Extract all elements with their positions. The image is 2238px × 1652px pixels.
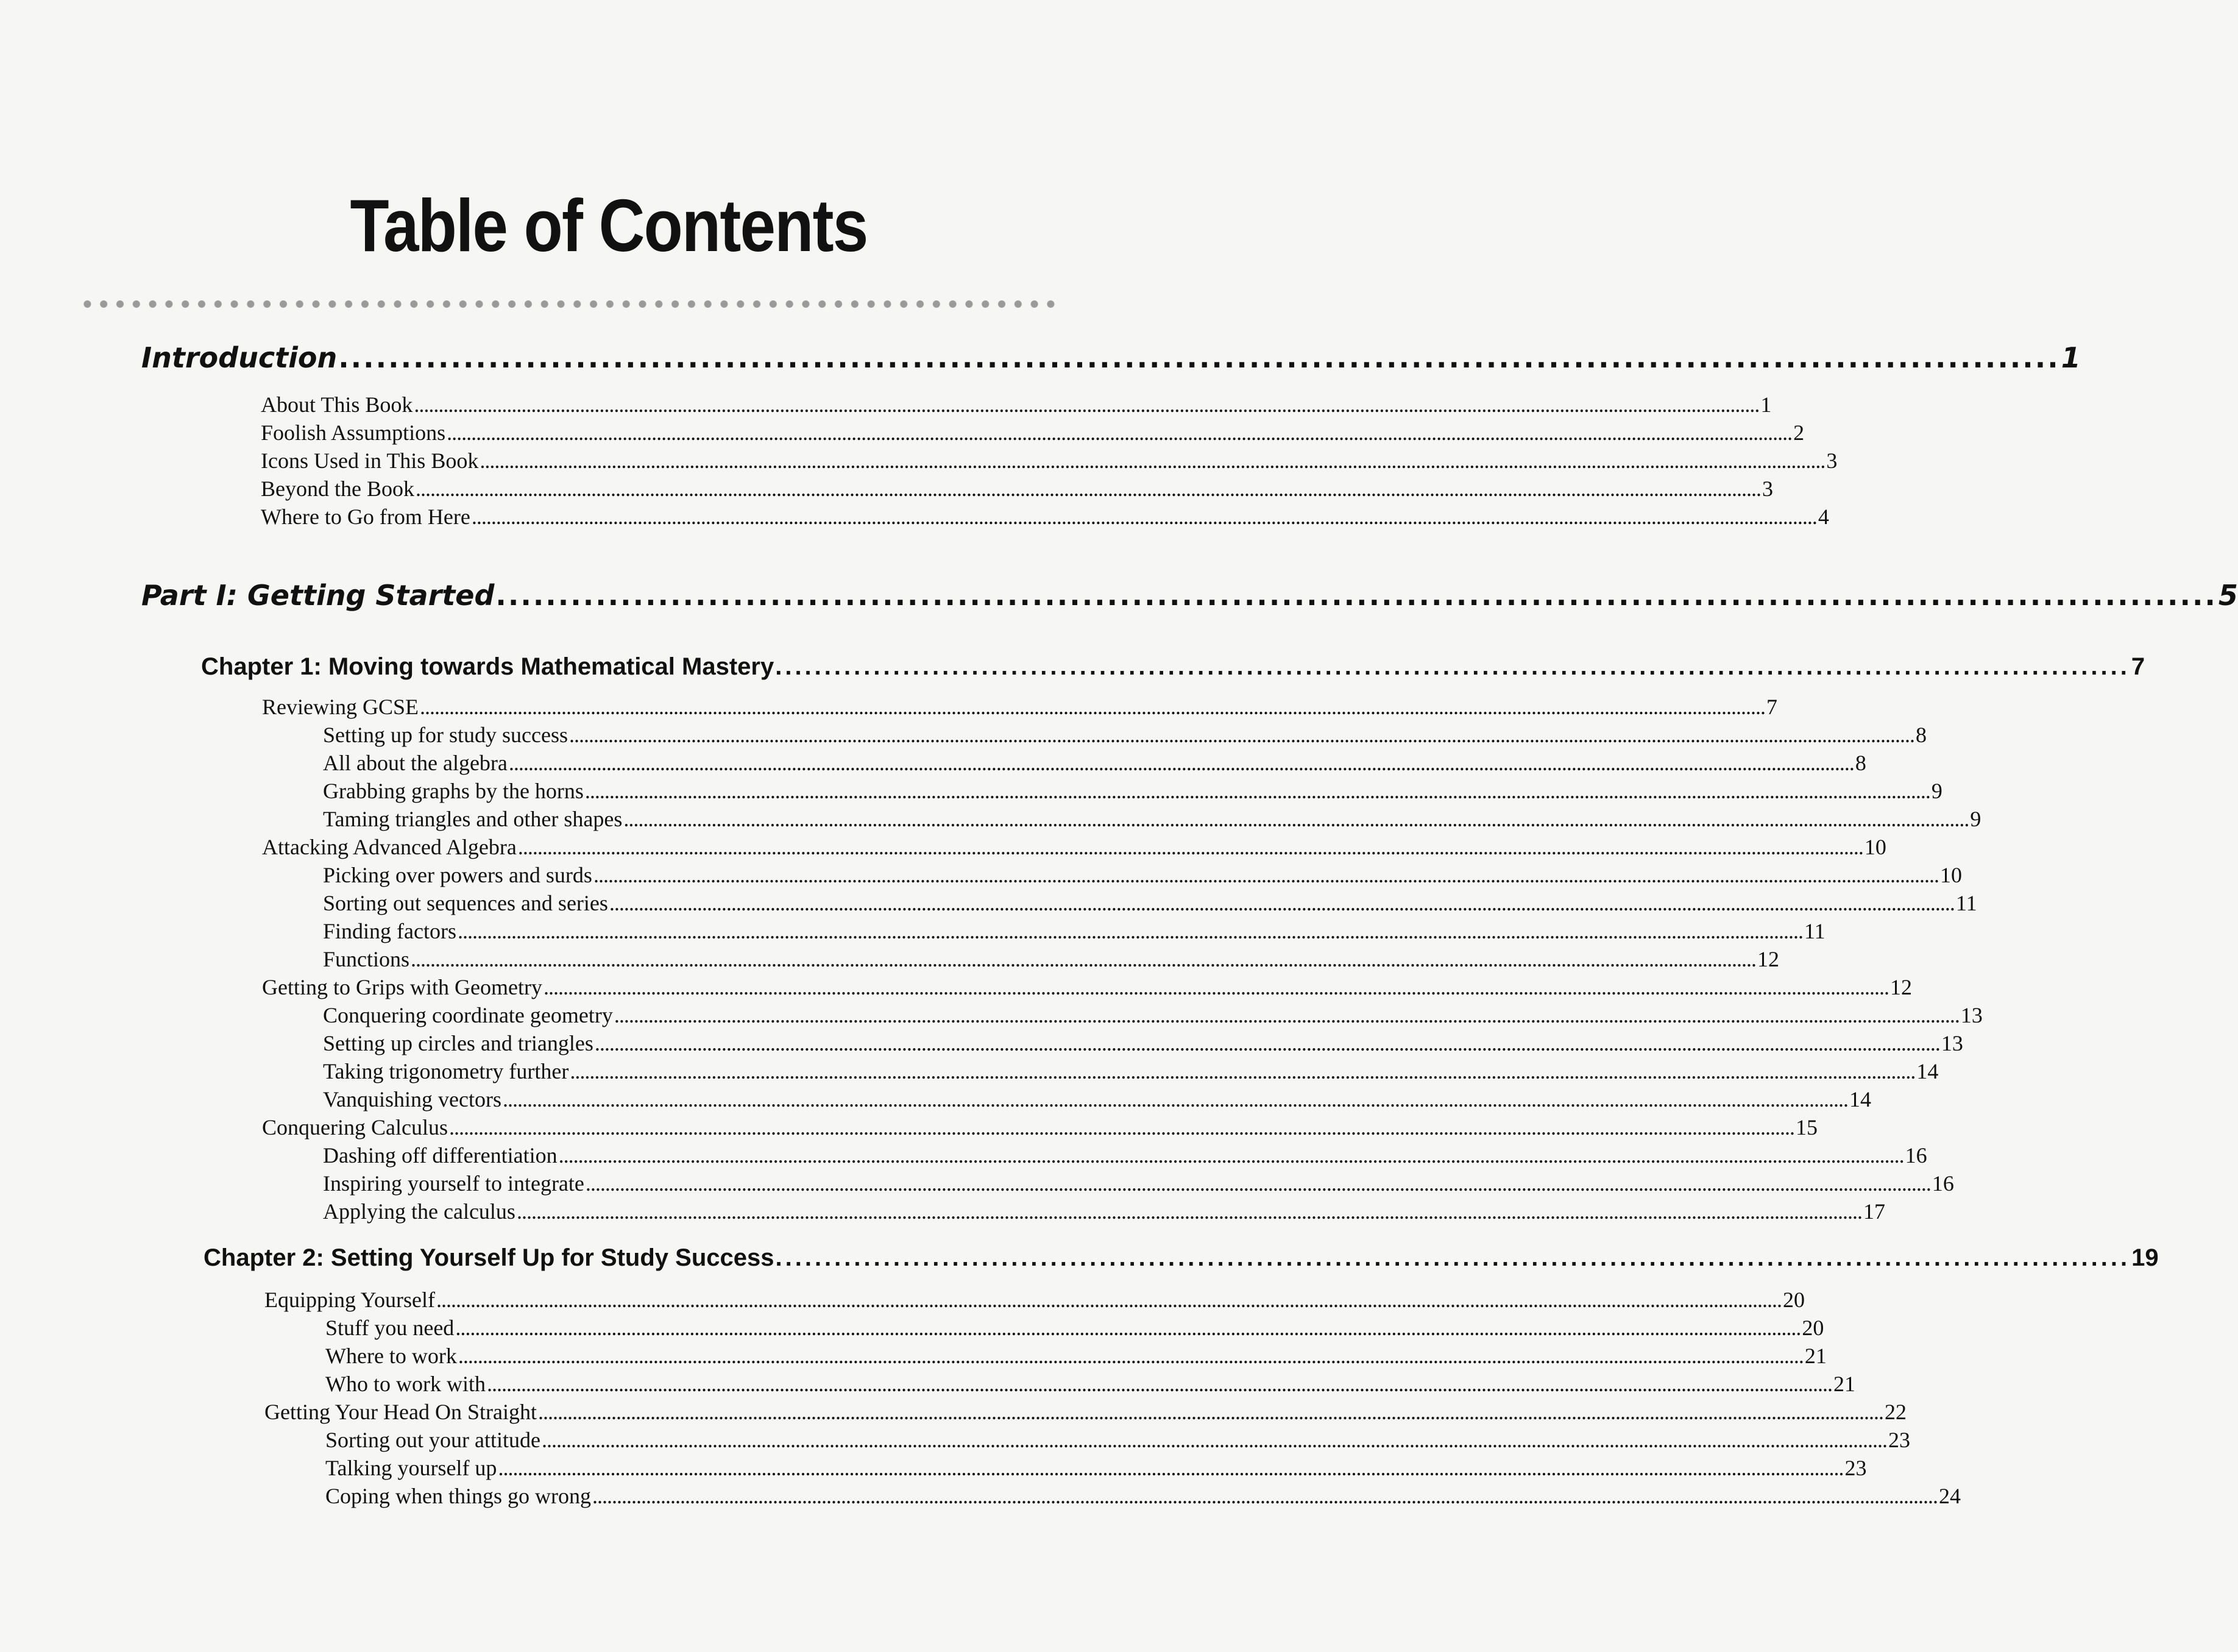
dot-leader: .................................................................................................................................................................................................................................................................................... — [558, 1143, 1904, 1168]
entry-label: About This Book — [261, 392, 413, 417]
toc-section-equipping[interactable] — [264, 1287, 1805, 1313]
entry-label: Where to work — [325, 1344, 457, 1368]
entry-label: Applying the calculus — [323, 1199, 515, 1224]
page-number: 23 — [1888, 1428, 1910, 1452]
page-number: 22 — [1884, 1400, 1907, 1424]
toc-subsection-factors[interactable] — [323, 918, 1825, 944]
toc-section-foolish[interactable] — [261, 420, 1805, 445]
page-number: 9 — [1970, 807, 1981, 831]
page-number: 11 — [1804, 919, 1825, 943]
entry-label: Coping when things go wrong — [325, 1484, 591, 1508]
toc-subsection-triangles[interactable] — [323, 806, 1981, 832]
dot-leader: .................................................................................................................................................................................................................................................................................... — [543, 975, 1889, 999]
entry-label: Inspiring yourself to integrate — [323, 1171, 584, 1196]
toc-subsection-powers[interactable] — [323, 862, 1962, 888]
entry-label: Equipping Yourself — [264, 1288, 436, 1312]
dot-leader: .................................................................................................................................................................................................................................................................................... — [414, 392, 1760, 417]
toc-subsection-where-work[interactable] — [325, 1343, 1827, 1369]
toc-section-reviewing-gcse[interactable] — [262, 694, 1777, 720]
page-number: 21 — [1804, 1344, 1827, 1368]
dot-leader: .................................................................................................................................................................................................................................................................................... — [471, 505, 1817, 529]
entry-label: Stuff you need — [325, 1316, 455, 1340]
dot-leader: .......................................................................................................................................... — [775, 1244, 2131, 1271]
entry-label: Taking trigonometry further — [323, 1059, 569, 1083]
entry-label: Grabbing graphs by the horns — [323, 779, 584, 803]
entry-label: Taming triangles and other shapes — [323, 807, 623, 831]
page-number: 17 — [1863, 1199, 1885, 1224]
toc-subsection-integrate[interactable] — [323, 1171, 1954, 1196]
page-number: 20 — [1783, 1288, 1805, 1312]
toc-subsection-circles[interactable] — [323, 1030, 1963, 1056]
toc-section-advanced-algebra[interactable] — [262, 834, 1886, 860]
dot-leader: .................................................................................................................................................................................................................................................................................... — [570, 1059, 1916, 1083]
entry-label: Sorting out your attitude — [325, 1428, 540, 1452]
dotted-divider — [79, 297, 1057, 311]
entry-label: Where to Go from Here — [261, 505, 470, 529]
page-number: 9 — [1931, 779, 1942, 803]
page-number: 19 — [2131, 1244, 2159, 1271]
page-number: 14 — [1916, 1059, 1939, 1083]
page-number: 11 — [1955, 891, 1977, 915]
entry-label: Setting up circles and triangles — [323, 1031, 593, 1055]
dot-leader: .................................................................................................................................................................................................................................................................................... — [584, 779, 1930, 803]
entry-label: Functions — [323, 947, 410, 971]
dot-leader: .................................................................................................................................................................................................................................................................................... — [486, 1372, 1832, 1396]
entry-label: Part I: Getting Started — [141, 579, 495, 612]
entry-label: Conquering coordinate geometry — [323, 1003, 613, 1027]
dot-leader: .................................................................................................................................................................................................................................................................................... — [592, 1484, 1938, 1508]
toc-subsection-stuff[interactable] — [325, 1315, 1824, 1341]
entry-label: Getting to Grips with Geometry — [262, 975, 542, 999]
page-number: 5 — [2218, 579, 2238, 612]
toc-subsection-coping[interactable] — [325, 1483, 1961, 1509]
dot-leader: .................................................................................................................................................................................................................................................................................... — [411, 947, 1757, 971]
page-number: 21 — [1833, 1372, 1855, 1396]
page-number: 10 — [1939, 863, 1962, 887]
page-number: 3 — [1826, 448, 1838, 473]
page-number: 24 — [1939, 1484, 1961, 1508]
entry-label: Vanquishing vectors — [323, 1087, 501, 1111]
page-number: 10 — [1864, 835, 1886, 859]
page-number: 1 — [1760, 392, 1772, 417]
dot-leader: .................................................................................................................................................................................................................................................................................... — [455, 1316, 1801, 1340]
page-number: 12 — [1757, 947, 1780, 971]
page-number: 7 — [2131, 653, 2145, 680]
dot-leader: .................................................................................................................................................................................................................................................................................... — [593, 863, 1939, 887]
page-number: 13 — [1960, 1003, 1983, 1027]
toc-chapter-2[interactable] — [204, 1244, 2159, 1272]
toc-subsection-graphs[interactable] — [323, 778, 1942, 804]
entry-label: Chapter 2: Setting Yourself Up for Study Success — [204, 1244, 774, 1271]
dot-leader: .................................................................................................................................................................................................................................................................................... — [458, 1344, 1804, 1368]
toc-subsection-functions[interactable] — [323, 946, 1780, 972]
dot-leader: .................................................................................................................................................................................................................................................................................... — [420, 695, 1765, 719]
dot-leader: .................................................................................................................................................................................................................................................................................... — [609, 891, 1955, 915]
dot-leader: .................................................................................................................................................................................................................................................................................... — [480, 448, 1825, 473]
page-number: 20 — [1802, 1316, 1824, 1340]
dot-leader: .................................................................................................................................................................................................................................................................................... — [614, 1003, 1960, 1027]
entry-label: Who to work with — [325, 1372, 486, 1396]
page-number: 16 — [1932, 1171, 1954, 1196]
toc-subsection-algebra[interactable] — [323, 750, 1866, 776]
entry-label: Attacking Advanced Algebra — [262, 835, 517, 859]
toc-chapter-1[interactable] — [201, 653, 2145, 681]
dot-leader: .................................................................................................................................................................................................................................................................................... — [585, 1171, 1931, 1196]
toc-section-calculus[interactable] — [262, 1115, 1818, 1140]
page-number: 12 — [1889, 975, 1912, 999]
entry-label: Picking over powers and surds — [323, 863, 592, 887]
toc-subsection-study[interactable] — [323, 722, 1927, 748]
page-number: 1 — [2061, 341, 2081, 374]
page-number: 13 — [1941, 1031, 1963, 1055]
dot-leader: .................................................................................................................................................................................................................................................................................... — [568, 723, 1914, 747]
dot-leader: .................................................................................................................................................................................................................................................................................... — [537, 1400, 1883, 1424]
entry-label: Chapter 1: Moving towards Mathematical Mastery — [201, 653, 774, 680]
page-number: 15 — [1795, 1115, 1818, 1140]
page-number: 3 — [1762, 477, 1773, 501]
entry-label: Reviewing GCSE — [262, 695, 419, 719]
toc-part-introduction[interactable] — [141, 341, 2081, 374]
toc-section-about[interactable] — [261, 392, 1772, 417]
entry-label: All about the algebra — [323, 751, 508, 775]
page-number: 2 — [1793, 420, 1805, 445]
entry-label: Introduction — [141, 341, 338, 374]
dot-leader: .................................................................................................................................................................................................................................................................................... — [415, 477, 1761, 501]
entry-label: Foolish Assumptions — [261, 420, 446, 445]
toc-subsection-coordinate[interactable] — [323, 1002, 1983, 1028]
toc-part-1[interactable] — [141, 579, 2238, 612]
dot-leader: .......................................................................................................................................... — [338, 341, 2060, 374]
dot-leader: .................................................................................................................................................................................................................................................................................... — [457, 919, 1803, 943]
toc-section-icons[interactable] — [261, 448, 1838, 473]
toc-section-where[interactable] — [261, 504, 1829, 530]
dot-leader: .................................................................................................................................................................................................................................................................................... — [508, 751, 1854, 775]
dot-leader: .................................................................................................................................................................................................................................................................................... — [541, 1428, 1887, 1452]
page-number: 8 — [1855, 751, 1866, 775]
entry-label: Icons Used in This Book — [261, 448, 479, 473]
entry-label: Dashing off differentiation — [323, 1143, 558, 1168]
page-number: 23 — [1844, 1456, 1867, 1480]
entry-label: Getting Your Head On Straight — [264, 1400, 537, 1424]
dot-leader: .................................................................................................................................................................................................................................................................................... — [502, 1087, 1848, 1111]
page-title: Table of Contents — [350, 184, 868, 267]
toc-subsection-vectors[interactable] — [323, 1087, 1871, 1112]
toc-subsection-who-work[interactable] — [325, 1371, 1855, 1397]
page-number: 7 — [1766, 695, 1777, 719]
dot-leader: .................................................................................................................................................................................................................................................................................... — [517, 835, 1863, 859]
toc-section-beyond[interactable] — [261, 476, 1773, 502]
dot-leader: .................................................................................................................................................................................................................................................................................... — [594, 1031, 1940, 1055]
dot-leader: .................................................................................................................................................................................................................................................................................... — [436, 1288, 1782, 1312]
entry-label: Talking yourself up — [325, 1456, 497, 1480]
toc-subsection-trig[interactable] — [323, 1058, 1939, 1084]
dot-leader: .......................................................................................................................................... — [775, 653, 2130, 680]
toc-subsection-talking[interactable] — [325, 1455, 1867, 1481]
dot-leader: .................................................................................................................................................................................................................................................................................... — [448, 1115, 1794, 1140]
entry-label: Finding factors — [323, 919, 456, 943]
toc-section-head[interactable] — [264, 1399, 1907, 1425]
dot-leader: .................................................................................................................................................................................................................................................................................... — [498, 1456, 1844, 1480]
toc-subsection-attitude[interactable] — [325, 1427, 1910, 1453]
dot-leader: .................................................................................................................................................................................................................................................................................... — [623, 807, 1969, 831]
page-number: 4 — [1818, 505, 1829, 529]
toc-subsection-applying[interactable] — [323, 1199, 1885, 1224]
toc-section-geometry[interactable] — [262, 974, 1912, 1000]
toc-subsection-sequences[interactable] — [323, 890, 1977, 916]
entry-label: Beyond the Book — [261, 477, 414, 501]
entry-label: Setting up for study success — [323, 723, 568, 747]
entry-label: Sorting out sequences and series — [323, 891, 608, 915]
dot-leader: .................................................................................................................................................................................................................................................................................... — [516, 1199, 1862, 1224]
page-number: 14 — [1849, 1087, 1871, 1111]
entry-label: Conquering Calculus — [262, 1115, 448, 1140]
dot-leader: .................................................................................................................................................................................................................................................................................... — [447, 420, 1793, 445]
page-number: 16 — [1905, 1143, 1927, 1168]
dot-leader: .......................................................................................................................................... — [495, 579, 2217, 612]
toc-subsection-differentiation[interactable] — [323, 1143, 1927, 1168]
page-number: 8 — [1915, 723, 1927, 747]
